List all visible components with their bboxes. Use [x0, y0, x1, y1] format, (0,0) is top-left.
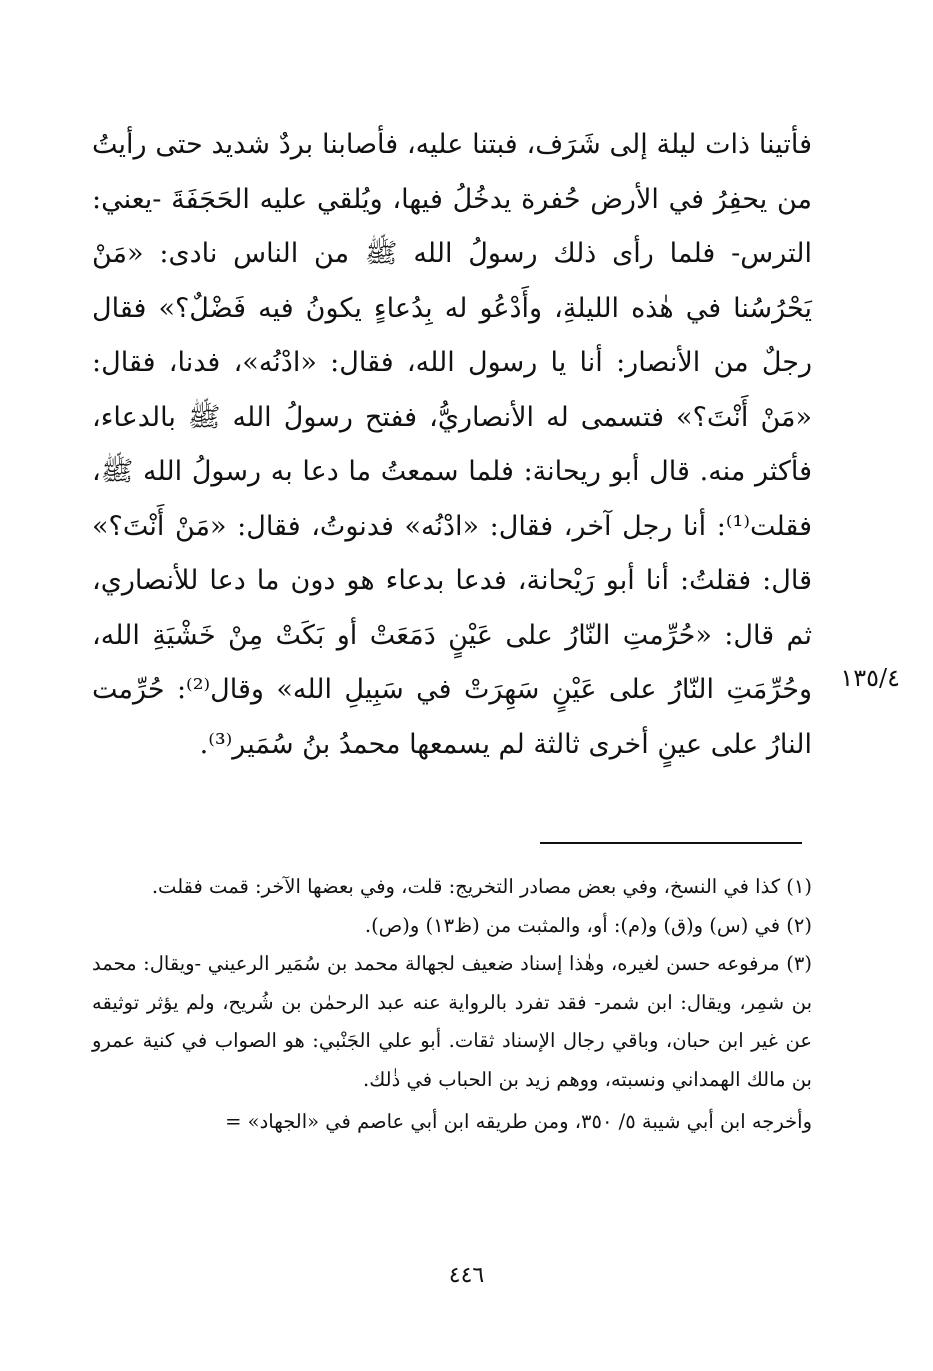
- footnote-2: (٢) في (س) و(ق) و(م): أو، والمثبت من (ظ١٣) و(ص).: [364, 913, 812, 937]
- footnote-1: (١) كذا في النسخ، وفي بعض مصادر التخريج: قلت، وفي بعضها الآخر: قمت فقلت.: [151, 875, 812, 898]
- footnote-3: (٣) مرفوعه حسن لغيره، وهٰذا إسناد ضعيف لجهالة محمد بن سُمَير الرعيني -ويقال: محمد بن شمِر، ويقال: ابن شمر- فقد تفرد بالرواية عنه عبد الرحمٰن بن شُريح، ولم يؤثر توثيقه عن غير ابن حبان، وباقي رجال الإسناد ثقات. أبو علي الجَنْبي: هو الصواب في كنية عمرو بن مالك الهمداني ونسبته، ووهم زيد بن الحباب في ذٰلك.: [92, 952, 812, 1091]
- main-paragraph: فأتينا ذات ليلة إلى شَرَف، فبتنا عليه، فأصابنا بردٌ شديد حتى رأيتُ من يحفِرُ في الأرض حُفرة يدخُلُ فيها، ويُلقي عليه الحَجَفَةَ -يعني: الترس- فلما رأى ذلك رسولُ الله ﷺ من الناس نادى: «مَنْ يَحْرُسُنا في هٰذه الليلةِ، وأَدْعُو له بِدُعاءٍ يكونُ فيه فَضْلٌ؟» فقال رجلٌ من الأنصار: أنا يا رسول الله، فقال: «ادْنُه»، فدنا، فقال: «مَنْ أَنْتَ؟» فتسمى له الأنصاريُّ، ففتح رسولُ الله ﷺ بالدعاء، فأكثر منه. قال أبو ريحانة: فلما سمعتُ ما دعا به رسولُ الله ﷺ، فقلت⁽¹⁾: أنا رجل آخر، فقال: «ادْنُه» فدنوتُ، فقال: «مَنْ أَنْتَ؟» قال: فقلتُ: أنا أبو رَيْحانة، فدعا بدعاء هو دون ما دعا للأنصاري، ثم قال: «حُرِّمتِ النّارُ على عَيْنٍ دَمَعَتْ أو بَكَتْ مِنْ خَشْيَةِ الله، وحُرِّمَتِ النّارُ على عَيْنٍ سَهِرَتْ في سَبِيلِ الله» وقال⁽²⁾: حُرِّمت النارُ على عينٍ أخرى ثالثة لم يسمعها محمدُ بنُ سُمَير⁽³⁾.: [92, 129, 812, 760]
- page-number: ٤٤٦: [448, 1263, 485, 1288]
- margin-volume-page-reference: ١٣٥/٤: [840, 664, 900, 692]
- footnote-separator-line: [540, 842, 802, 844]
- footnote-3-continuation: وأخرجه ابن أبي شيبة ٥/ ٣٥٠، ومن طريقه ابن أبي عاصم في «الجهاد» =: [225, 1110, 812, 1133]
- footnotes-block: [92, 868, 812, 1142]
- main-text-block: [92, 118, 812, 772]
